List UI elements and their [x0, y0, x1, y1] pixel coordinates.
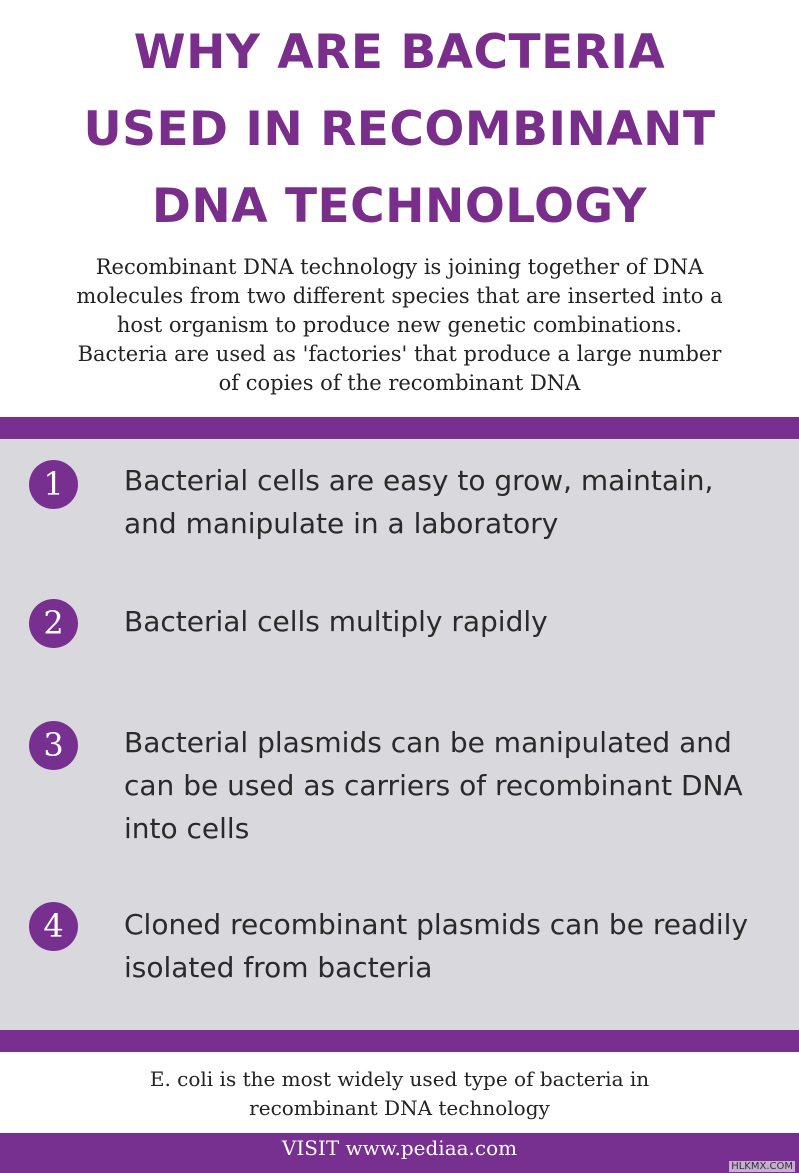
intro-line-1: Recombinant DNA technology is joining together of DNA [95, 255, 704, 279]
reason-1-line-1: Bacterial cells are easy to grow, maintain, [124, 464, 714, 497]
intro-line-2: molecules from two different species that are inserted into a [76, 284, 723, 308]
intro-line-5: of copies of the recombinant DNA [218, 371, 581, 395]
visit-bar: VISIT www.pediaa.com [0, 1133, 799, 1173]
reason-2-line-1: Bacterial cells multiply rapidly [124, 605, 548, 638]
reason-text-4 [124, 903, 748, 989]
footer-note [0, 1065, 799, 1123]
footer-note-line-1: E. coli is the most widely used type of bacteria in [149, 1067, 650, 1091]
title-line-2: USED IN RECOMBINANT [83, 102, 716, 157]
watermark: HLKMX.COM [731, 1161, 793, 1172]
title-line-3: DNA TECHNOLOGY [151, 179, 648, 234]
reason-3-line-2: can be used as carriers of recombinant DNA [124, 769, 743, 802]
reason-3-line-3: into cells [124, 812, 250, 845]
reason-text-1 [124, 459, 713, 545]
number-badge-4: 4 [29, 902, 78, 951]
reason-text-3 [124, 721, 743, 850]
top-divider-band [0, 417, 799, 439]
number-badge-1: 1 [29, 460, 78, 509]
reasons-panel [0, 439, 799, 1030]
title-line-1: WHY ARE BACTERIA [133, 25, 666, 80]
reason-3-line-1: Bacterial plasmids can be manipulated and [124, 726, 732, 759]
page-title [0, 14, 799, 245]
reason-text-2 [124, 600, 548, 643]
reason-4-line-1: Cloned recombinant plasmids can be readily [124, 908, 749, 941]
number-badge-3: 3 [29, 721, 78, 770]
number-badge-2: 2 [29, 599, 78, 648]
reason-1-line-2: and manipulate in a laboratory [124, 507, 559, 540]
intro-line-3: host organism to produce new genetic combinations. [116, 313, 683, 337]
bottom-divider-band [0, 1030, 799, 1052]
intro-paragraph [20, 253, 779, 398]
intro-line-4: Bacteria are used as 'factories' that produce a large number [77, 342, 722, 366]
footer-note-line-2: recombinant DNA technology [249, 1096, 550, 1120]
reason-4-line-2: isolated from bacteria [124, 951, 433, 984]
